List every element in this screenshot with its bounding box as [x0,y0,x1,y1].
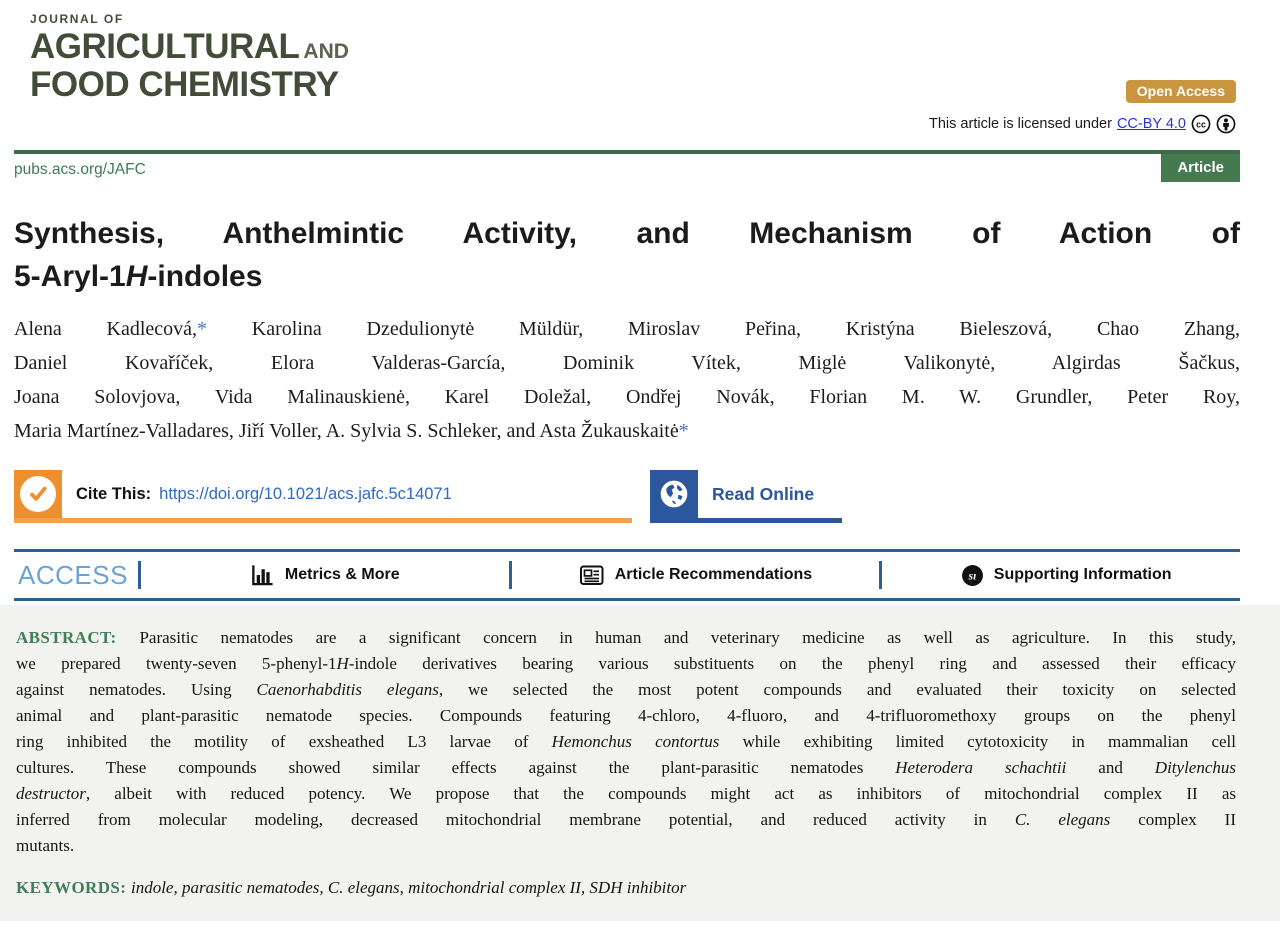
journal-bar [14,150,1240,182]
divider [509,561,512,589]
cite-this-block [14,470,632,523]
license-text: This article is licensed under [929,116,1112,132]
journal-name-and: AND [303,40,349,63]
supporting-information-label[interactable]: Supporting Information [993,566,1172,583]
newspaper-icon [579,564,605,587]
article-recommendations-link[interactable] [522,564,870,587]
open-access-badge: Open Access [1126,80,1236,103]
license-link[interactable]: CC-BY 4.0 [1116,116,1186,132]
divider [138,561,141,589]
checkmark-icon [26,482,50,506]
cite-row [14,470,1240,523]
abstract-text: ABSTRACT: Parasitic nematodes are a significant concern in human and veterinary medicine as well as agriculture. In this study, we prepared twenty-seven 5-phenyl-1H-indole derivatives bearing various substituents on the phenyl ring and assessed their efficacy against nematodes. Using Caenorhabditis elegans, we selected the most potent compounds and evaluated their toxicity on selected animal and plant-parasitic nematode species. Compounds featuring 4-chloro, 4-fluoro, and 4-trifluoromethoxy groups on the phenyl ring inhibited the motility of exsheathed L3 larvae of Hemonchus contortus while exhibiting limited cytotoxicity in mammalian cell cultures. These compounds showed similar effects against the plant-parasitic nematodes Heterodera schachtii and Ditylenchus destructor, albeit with reduced potency. We propose that the compounds might act as inhibitors of mitochondrial complex II as inferred from molecular modeling, decreased mitochondrial membrane potential, and reduced activity in C. elegans complex II mutants. [16,628,1236,855]
access-label[interactable]: ACCESS [18,559,128,590]
journal-kicker: JOURNAL OF [30,12,124,26]
cite-this-label: Cite This: [76,484,152,503]
journal-logo [30,12,349,102]
license-statement [929,114,1236,134]
metrics-and-more-label[interactable]: Metrics & More [284,566,400,583]
doi-link[interactable]: https://doi.org/10.1021/acs.jafc.5c14071 [159,484,452,503]
supporting-information-link[interactable] [892,564,1240,587]
metrics-and-more-link[interactable] [151,563,499,587]
journal-name-line1: AGRICULTURAL AND [30,27,349,66]
access-bar [14,549,1240,601]
bar-chart-icon [250,563,275,587]
author-list: Alena Kadlecová,* Karolina Dzedulionytė Müldür, Miroslav Peřina, Kristýna Bieleszová, Chao Zhang, Daniel Kovaříček, Elora Valderas-García, Dominik Vítek, Miglė Valikonytė, Algirdas Šačkus, Joana Solovjova, Vida Malinauskienė, Karel Doležal, Ondřej Novák, Florian M. W. Grundler, Peter Roy, Maria Martínez-Valladares, Jiří Voller, A. Sylvia S. Schleker, and Asta Žukauskaitė* [14,318,1241,442]
divider [879,561,882,589]
read-online-label[interactable]: Read Online [712,483,815,504]
masthead [0,0,1280,150]
license-area [929,80,1236,134]
abstract-section [0,605,1280,921]
svg-text:cc: cc [1196,119,1206,130]
keywords-line: KEYWORDS: indole, parasitic nematodes, C. elegans, mitochondrial complex II, SDH inhibitor [16,878,687,897]
article-title: Synthesis, Anthelmintic Activity, and Mechanism of Action of 5-Aryl-1H-indoles [14,217,1240,293]
si-icon [961,564,984,587]
by-person-icon [1216,114,1236,134]
globe-icon [650,470,698,518]
svg-text:sı: sı [968,569,977,582]
cc-icon [1191,114,1211,134]
article-recommendations-label[interactable]: Article Recommendations [614,566,813,583]
cite-check-icon [14,470,62,518]
journal-site-link[interactable]: pubs.acs.org/JAFC [14,161,146,178]
journal-name-line2: FOOD CHEMISTRY [30,65,339,104]
article-type-badge: Article [1161,154,1240,182]
read-online-block[interactable] [650,470,842,523]
